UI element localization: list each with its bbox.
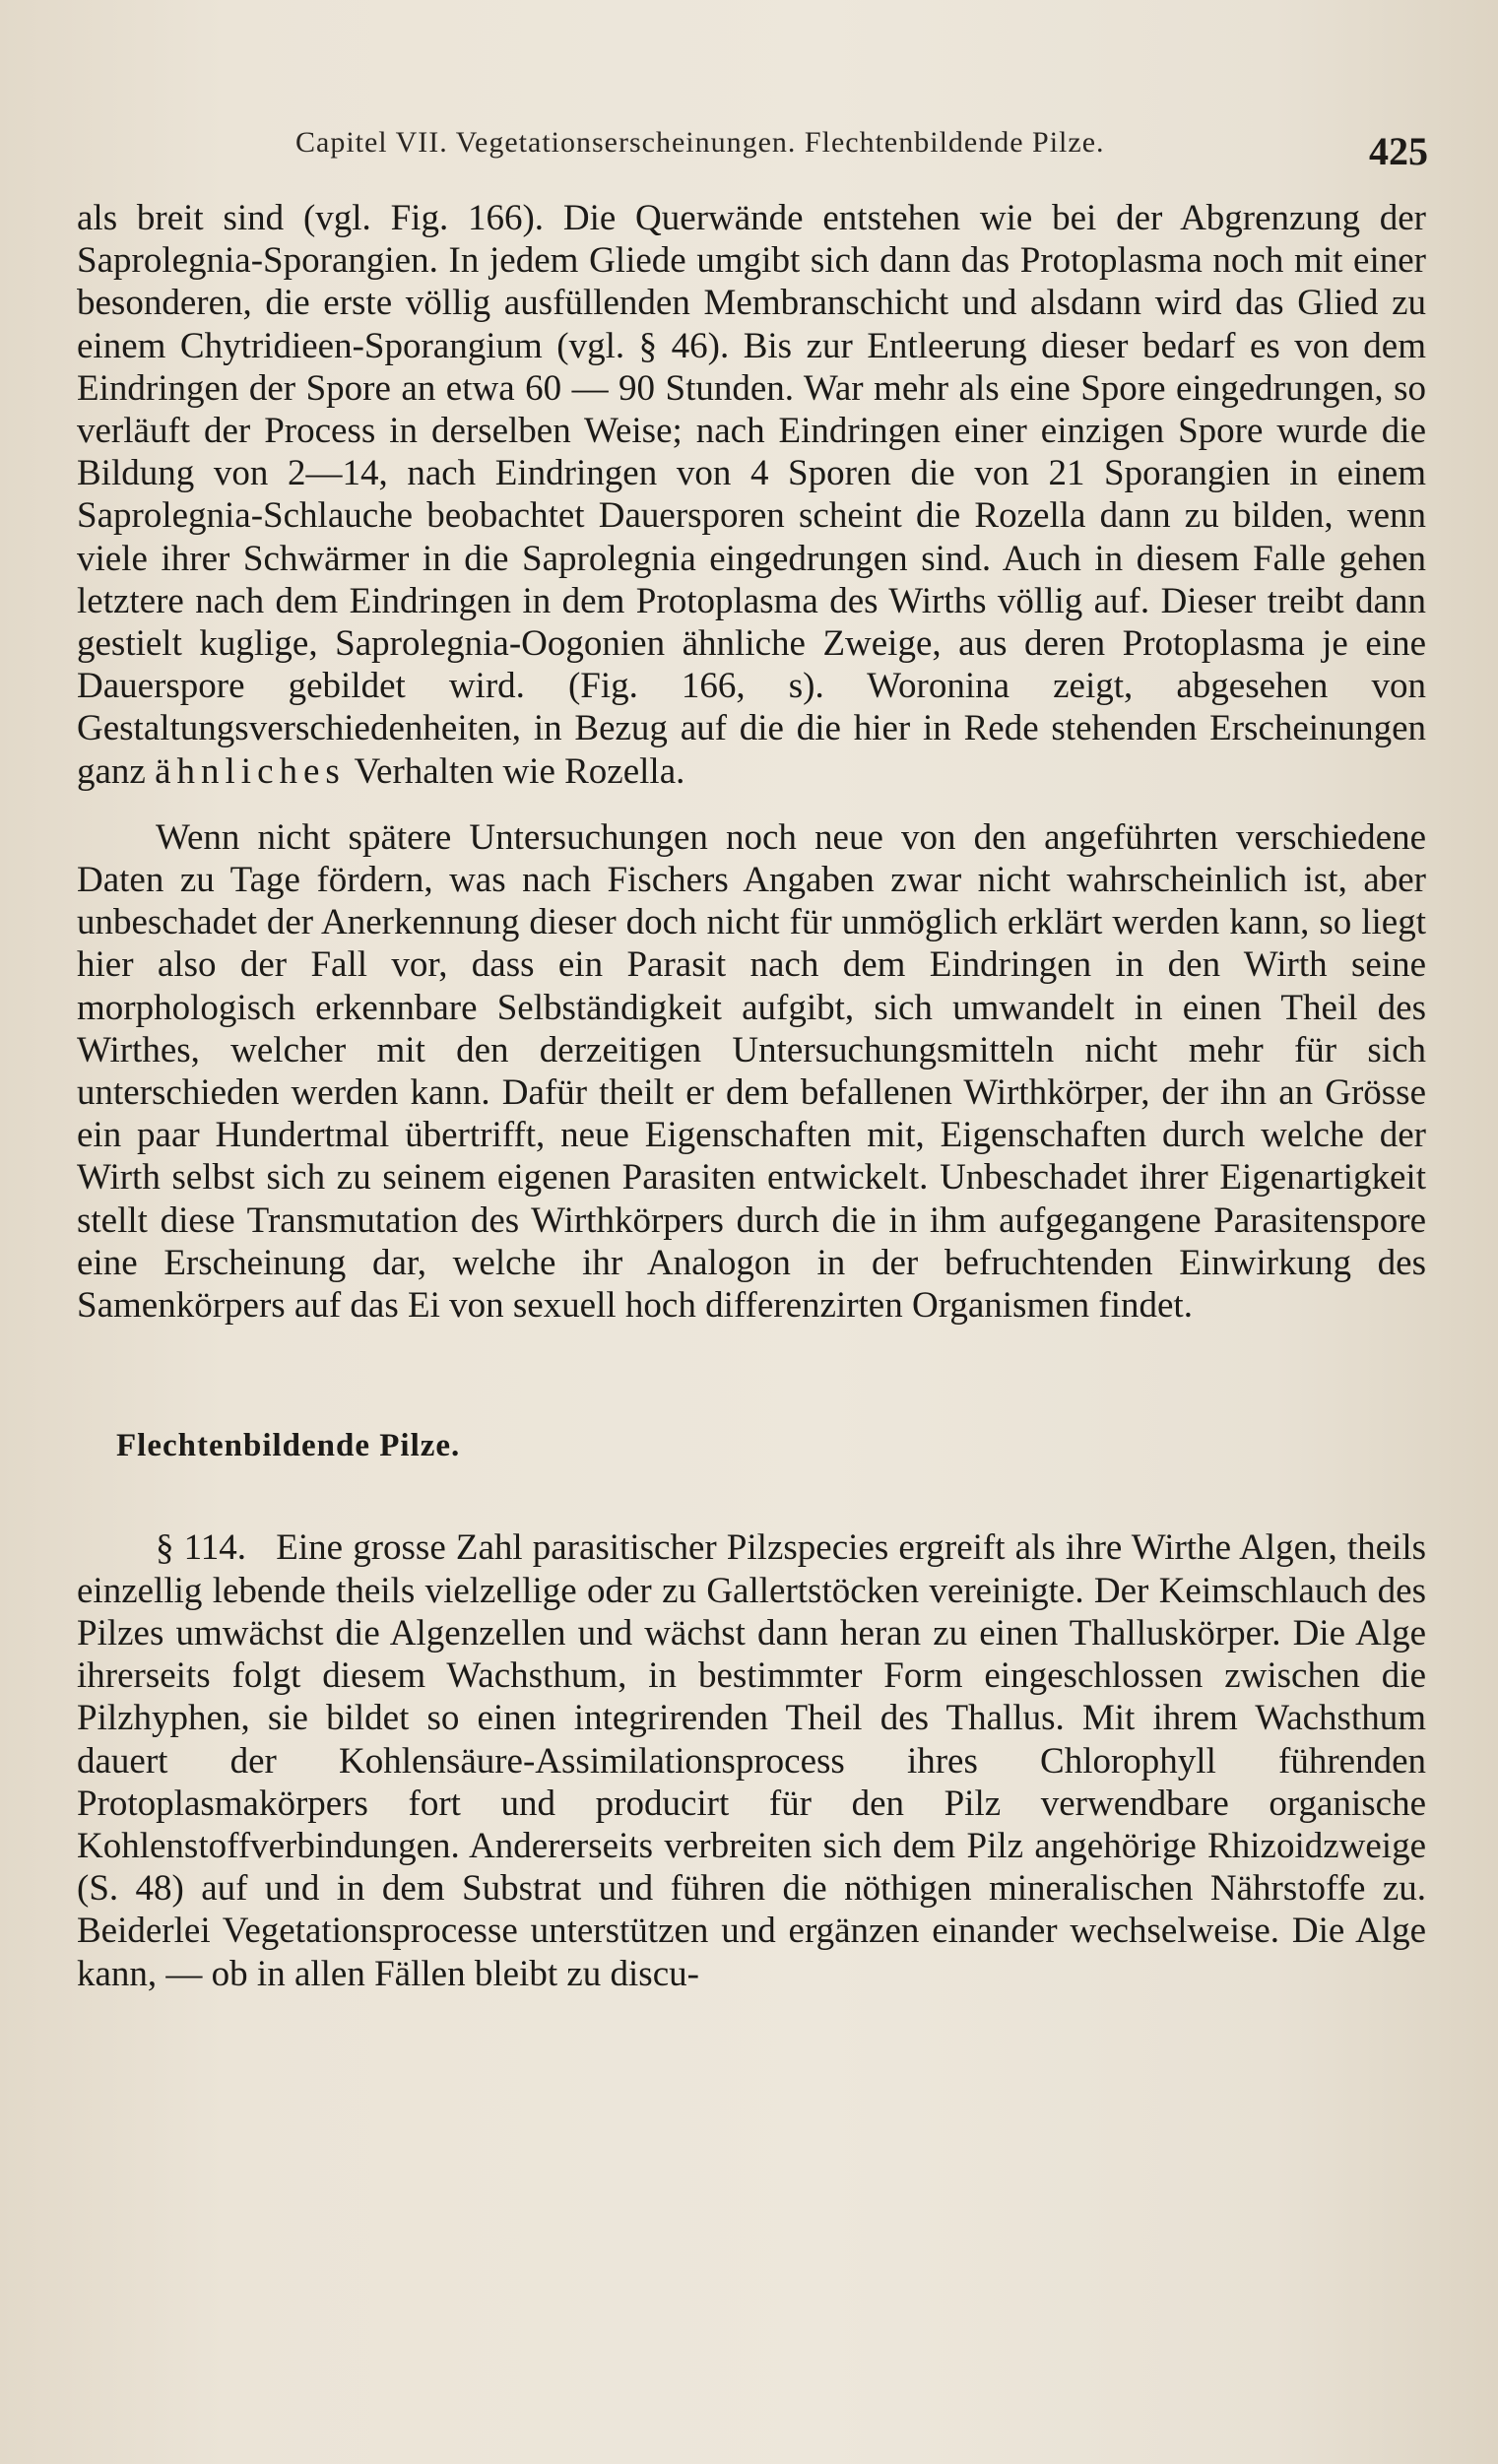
paragraph-text-end: Verhalten wie Rozella. bbox=[354, 750, 685, 792]
paragraph-text: Eine grosse Zahl parasitischer Pilzspecies ergreift als ihre Wirthe Algen, theils einzellig lebende theils vielzellige oder zu Gallertstöcken vereinigte. Der Keimschlauch des Pilzes umwächst die Algenzellen und wächst dann heran zu einen Thalluskörper. Die Alge ihrerseits folgt diesem Wachsthum, in bestimmter Form eingeschlossen zwischen die Pilzhyphen, sie bildet so einen integrirenden Theil des Thallus. Mit ihrem Wachsthum dauert der Kohlensäure-Assimilationsprocess ihres Chlorophyll führenden Protoplasmakörpers fort und producirt für den Pilz verwendbare organische Kohlenstoffverbindungen. Andererseits verbreiten sich dem Pilz angehörige Rhizoidzweige (S. 48) auf und in dem Substrat und führen die nöthigen mineralischen Nährstoffe zu. Beiderlei Vegetationsprocesse unterstützen und ergänzen einander wechselweise. Die Alge kann, — ob in allen Fällen bleibt zu discu- bbox=[77, 1527, 1427, 1994]
body-text bbox=[77, 197, 1426, 1995]
paragraph-continuation bbox=[77, 197, 1426, 793]
page-number: 425 bbox=[1369, 129, 1428, 173]
paragraph: Wenn nicht spätere Untersuchungen noch neue von den angeführten verschiedene Daten zu Tage fördern, was nach Fischers Angaben zwar nicht wahrscheinlich ist, aber unbeschadet der Anerkennung dieser doch nicht für unmöglich erklärt werden kann, so liegt hier also der Fall vor, dass ein Parasit nach dem Eindringen in den Wirth seine morphologisch erkennbare Selbständigkeit aufgibt, sich umwandelt in einen Theil des Wirthes, welcher mit den derzeitigen Untersuchungsmitteln nicht mehr für sich unterschieden werden kann. Dafür theilt er dem befallenen Wirthkörper, der ihn an Grösse ein paar Hundertmal übertrifft, neue Eigenschaften mit, Eigenschaften durch welche der Wirth selbst sich zu seinem eigenen Parasiten entwickelt. Unbeschadet ihrer Eigenartigkeit stellt diese Transmutation des Wirthkörpers durch die in ihm aufgegangene Parasitenspore eine Erscheinung dar, welche ihr Analogon in der befruchtenden Einwirkung des Samenkörpers auf das Ei von sexuell hoch differenzirten Organismen findet. bbox=[77, 816, 1426, 1327]
paragraph-text: als breit sind (vgl. Fig. 166). Die Querwände entstehen wie bei der Abgrenzung der Saprolegnia-Sporangien. In jedem Gliede umgibt sich dann das Protoplasma noch mit einer besonderen, die erste völlig ausfüllenden Membranschicht und alsdann wird das Glied zu einem Chytridieen-Sporangium (vgl. § 46). Bis zur Entleerung dieser bedarf es von dem Eindringen der Spore an etwa 60 — 90 Stunden. War mehr als eine Spore eingedrungen, so verläuft der Process in derselben Weise; nach Eindringen einer einzigen Spore wurde die Bildung von 2—14, nach Eindringen von 4 Sporen die von 21 Sporangien in einem Saprolegnia-Schlauche beobachtet Dauersporen scheint die Rozella dann zu bilden, wenn viele ihrer Schwärmer in die Saprolegnia eingedrungen sind. Auch in diesem Falle gehen letztere nach dem Eindringen in dem Protoplasma des Wirths völlig auf. Dieser treibt dann gestielt kuglige, Saprolegnia-Oogonien ähnliche Zweige, aus deren Protoplasma je eine Dauerspore gebildet wird. (Fig. 166, s). Woronina zeigt, abgesehen von Gestaltungsverschiedenheiten, in Bezug auf die die hier in Rede stehenden Erscheinungen ganz bbox=[77, 198, 1426, 792]
running-head: Capitel VII. Vegetationserscheinungen. Flechtenbildende Pilze. bbox=[295, 126, 1105, 159]
emphasized-word: ähnliches bbox=[155, 750, 346, 792]
page-header bbox=[295, 118, 1428, 177]
paragraph-section bbox=[77, 1526, 1426, 1994]
section-number: § 114. bbox=[156, 1527, 246, 1569]
section-heading: Flechtenbildende Pilze. bbox=[116, 1428, 461, 1464]
